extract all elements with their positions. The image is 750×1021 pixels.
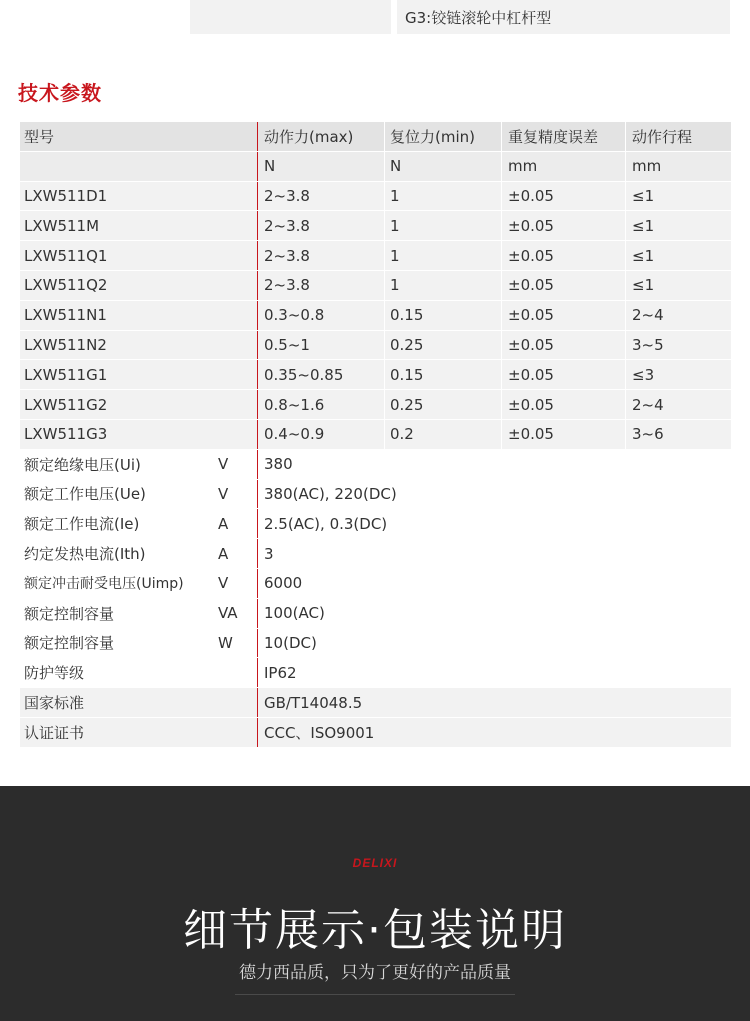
banner-divider (235, 994, 515, 995)
release-force-cell: 0.15 (390, 306, 424, 325)
top-left-cell (190, 0, 391, 34)
release-force-cell: 0.25 (390, 335, 424, 354)
param-value: 380 (264, 455, 293, 474)
table-row (20, 331, 731, 361)
operating-force-cell: 0.3~0.8 (264, 306, 325, 325)
model-cell: LXW511N1 (24, 306, 107, 325)
unit-operating-force: N (264, 157, 276, 176)
param-name: 额定绝缘电压(Ui) (24, 455, 141, 474)
table-row (20, 241, 731, 271)
param-name: 国家标准 (24, 694, 85, 713)
table-row (20, 211, 731, 241)
param-row (20, 599, 731, 629)
travel-cell: 2~4 (632, 395, 664, 414)
header-model: 型号 (24, 127, 55, 146)
param-name: 防护等级 (24, 664, 85, 683)
travel-cell: ≤1 (632, 246, 655, 265)
param-value: 3 (264, 544, 274, 563)
travel-cell: ≤1 (632, 216, 655, 235)
param-row (20, 450, 731, 480)
param-row (20, 718, 731, 748)
param-row (20, 688, 731, 718)
param-value: IP62 (264, 663, 297, 682)
param-name: 额定冲击耐受电压(Uimp) (24, 576, 184, 593)
param-name: 约定发热电流(Ith) (24, 545, 146, 564)
table-units-row (20, 152, 731, 182)
operating-force-cell: 2~3.8 (264, 276, 310, 295)
param-value: CCC、ISO9001 (264, 723, 375, 742)
release-force-cell: 0.2 (390, 425, 414, 444)
accuracy-cell: ±0.05 (508, 425, 554, 444)
param-value: 2.5(AC), 0.3(DC) (264, 514, 388, 533)
param-row (20, 569, 731, 599)
param-row (20, 480, 731, 510)
accuracy-cell: ±0.05 (508, 276, 554, 295)
travel-cell: 3~5 (632, 335, 664, 354)
header-release-force: 复位力(min) (390, 127, 475, 146)
header-operating-force: 动作力(max) (264, 127, 354, 146)
param-value: 380(AC), 220(DC) (264, 484, 397, 503)
top-right-cell (397, 0, 730, 34)
param-row (20, 658, 731, 688)
operating-force-cell: 2~3.8 (264, 246, 310, 265)
param-row (20, 629, 731, 659)
param-value: 10(DC) (264, 633, 317, 652)
param-name: 额定控制容量 (24, 604, 115, 623)
param-value: 100(AC) (264, 604, 325, 623)
header-travel: 动作行程 (632, 127, 693, 146)
param-name: 额定工作电压(Ue) (24, 485, 146, 504)
model-cell: LXW511Q1 (24, 246, 108, 265)
accuracy-cell: ±0.05 (508, 335, 554, 354)
travel-cell: ≤1 (632, 186, 655, 205)
model-cell: LXW511G2 (24, 395, 108, 414)
banner-subtitle: 德力西品质，只为了更好的产品质量 (239, 963, 511, 983)
accuracy-cell: ±0.05 (508, 395, 554, 414)
accuracy-cell: ±0.05 (508, 306, 554, 325)
param-unit: V (218, 574, 229, 593)
unit-travel: mm (632, 157, 662, 176)
param-unit: V (218, 455, 229, 474)
release-force-cell: 0.15 (390, 365, 424, 384)
banner-title: 细节展示·包装说明 (183, 905, 567, 956)
table-header-row (20, 122, 731, 152)
travel-cell: ≤3 (632, 365, 655, 384)
table-row (20, 271, 731, 301)
param-unit: W (218, 633, 233, 652)
model-cell: LXW511G1 (24, 365, 108, 384)
operating-force-cell: 0.35~0.85 (264, 365, 344, 384)
detail-banner (0, 786, 750, 1021)
accuracy-cell: ±0.05 (508, 186, 554, 205)
accuracy-cell: ±0.05 (508, 216, 554, 235)
param-name: 额定工作电流(Ie) (24, 515, 140, 534)
model-cell: LXW511M (24, 216, 100, 235)
release-force-cell: 1 (390, 246, 400, 265)
param-name: 认证证书 (24, 723, 85, 742)
table-row (20, 182, 731, 212)
unit-release-force: N (390, 157, 402, 176)
table-row (20, 390, 731, 420)
release-force-cell: 1 (390, 216, 400, 235)
release-force-cell: 1 (390, 276, 400, 295)
top-partial-row (0, 0, 750, 40)
param-unit: VA (218, 604, 238, 623)
accuracy-cell: ±0.05 (508, 365, 554, 384)
travel-cell: 2~4 (632, 306, 664, 325)
section-title: 技术参数 (18, 81, 102, 105)
param-unit: A (218, 514, 229, 533)
table-row (20, 360, 731, 390)
model-cell: LXW511D1 (24, 186, 108, 205)
unit-repeat-accuracy: mm (508, 157, 538, 176)
accuracy-cell: ±0.05 (508, 246, 554, 265)
release-force-cell: 1 (390, 186, 400, 205)
header-repeat-accuracy: 重复精度误差 (508, 127, 599, 146)
travel-cell: 3~6 (632, 425, 664, 444)
top-right-cell-text: G3:铰链滚轮中杠杆型 (405, 9, 552, 27)
table-row (20, 420, 731, 450)
operating-force-cell: 0.4~0.9 (264, 425, 325, 444)
delixi-logo: DELIXI (352, 856, 398, 870)
param-value: GB/T14048.5 (264, 693, 363, 712)
param-unit: V (218, 484, 229, 503)
model-cell: LXW511G3 (24, 425, 108, 444)
operating-force-cell: 0.5~1 (264, 335, 310, 354)
operating-force-cell: 2~3.8 (264, 216, 310, 235)
table-row (20, 301, 731, 331)
operating-force-cell: 0.8~1.6 (264, 395, 325, 414)
param-unit: A (218, 544, 229, 563)
operating-force-cell: 2~3.8 (264, 186, 310, 205)
param-row (20, 509, 731, 539)
travel-cell: ≤1 (632, 276, 655, 295)
spec-table (20, 122, 731, 748)
param-name: 额定控制容量 (24, 634, 115, 653)
model-cell: LXW511N2 (24, 335, 107, 354)
param-value: 6000 (264, 574, 303, 593)
param-row (20, 539, 731, 569)
release-force-cell: 0.25 (390, 395, 424, 414)
model-cell: LXW511Q2 (24, 276, 108, 295)
